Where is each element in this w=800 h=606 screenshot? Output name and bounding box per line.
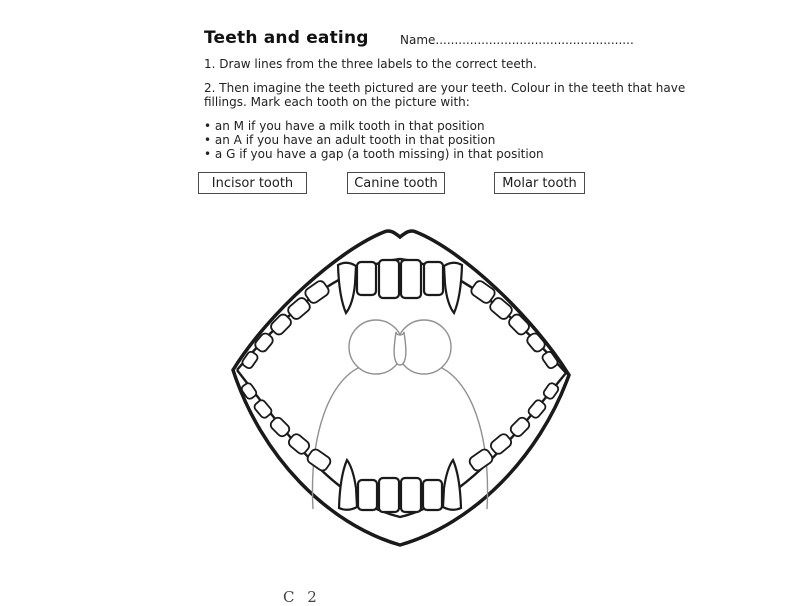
marking-option-gap: • a G if you have a gap (a tooth missing) in that position — [204, 147, 654, 161]
lower-incisor — [401, 478, 421, 512]
lower-molar — [468, 448, 495, 473]
page-title: Teeth and eating — [204, 28, 369, 48]
marking-option-milk: • an M if you have a milk tooth in that position — [204, 119, 654, 133]
instruction-2-line1: 2. Then imagine the teeth pictured are your teeth. Colour in the teeth that have — [204, 81, 686, 95]
lower-teeth-row — [240, 382, 560, 512]
upper-incisor — [424, 262, 443, 295]
upper-canine — [444, 263, 462, 313]
lower-molar — [306, 448, 333, 473]
marking-options-list — [204, 119, 654, 161]
upper-incisor — [401, 260, 421, 298]
instruction-2 — [204, 81, 686, 109]
upper-canine — [338, 263, 356, 313]
lower-canine — [339, 460, 357, 510]
upper-incisor — [379, 260, 399, 298]
label-box-incisor: Incisor tooth — [198, 172, 307, 194]
mouth-diagram — [217, 220, 581, 550]
label-box-canine: Canine tooth — [347, 172, 445, 194]
label-box-molar: Molar tooth — [494, 172, 585, 194]
lower-canine — [443, 460, 461, 510]
lower-molar — [489, 432, 513, 456]
lower-incisor — [379, 478, 399, 512]
lower-incisor — [423, 480, 442, 510]
instruction-2-line2: fillings. Mark each tooth on the picture with: — [204, 95, 470, 109]
instruction-1: 1. Draw lines from the three labels to the correct teeth. — [204, 57, 537, 71]
uvula — [394, 332, 406, 365]
lower-incisor — [358, 480, 377, 510]
marking-option-adult: • an A if you have an adult tooth in that position — [204, 133, 654, 147]
tongue — [312, 320, 487, 509]
lower-molar — [253, 399, 273, 420]
name-blank-line: Name.................................................... — [400, 33, 634, 47]
upper-incisor — [357, 262, 376, 295]
page-footer-fragment: C 2 — [283, 588, 321, 606]
